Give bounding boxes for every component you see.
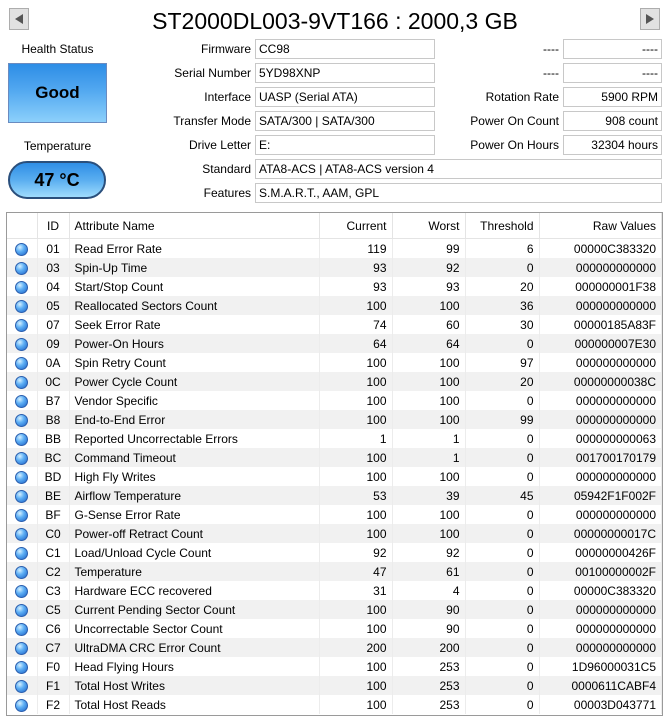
raw-values-column-header[interactable]: Raw Values — [539, 213, 662, 239]
status-cell — [7, 695, 37, 714]
status-cell — [7, 562, 37, 581]
table-row[interactable] — [7, 334, 662, 353]
attribute-name-cell: Power-On Hours — [69, 334, 319, 353]
status-cell — [7, 258, 37, 277]
worst-cell: 100 — [392, 391, 465, 410]
current-cell: 53 — [319, 486, 392, 505]
table-row[interactable] — [7, 372, 662, 391]
current-cell: 31 — [319, 581, 392, 600]
interface-field: UASP (Serial ATA) — [255, 87, 435, 107]
threshold-cell: 0 — [465, 258, 539, 277]
threshold-cell: 97 — [465, 353, 539, 372]
table-row[interactable] — [7, 410, 662, 429]
temperature-button[interactable]: 47 °C — [8, 161, 106, 199]
blue-circle-icon — [15, 604, 28, 617]
status-cell — [7, 353, 37, 372]
triangle-right-icon — [645, 13, 655, 25]
unused-field-1: ---- — [563, 39, 662, 59]
raw-value-cell: 001700170179 — [539, 448, 662, 467]
worst-cell: 99 — [392, 239, 465, 259]
threshold-cell: 0 — [465, 657, 539, 676]
power-on-count-field: 908 count — [563, 111, 662, 131]
current-cell: 100 — [319, 391, 392, 410]
table-row[interactable] — [7, 486, 662, 505]
status-cell — [7, 581, 37, 600]
current-cell: 100 — [319, 600, 392, 619]
table-row[interactable] — [7, 296, 662, 315]
blue-circle-icon — [15, 338, 28, 351]
attribute-name-cell: Vendor Specific — [69, 391, 319, 410]
blue-circle-icon — [15, 566, 28, 579]
attribute-name-cell: Current Pending Sector Count — [69, 600, 319, 619]
threshold-cell: 99 — [465, 410, 539, 429]
status-column-header[interactable] — [7, 213, 37, 239]
current-cell: 100 — [319, 619, 392, 638]
id-cell: C7 — [37, 638, 69, 657]
id-cell: BE — [37, 486, 69, 505]
worst-cell: 253 — [392, 657, 465, 676]
raw-value-cell: 000000000000 — [539, 296, 662, 315]
status-cell — [7, 524, 37, 543]
current-cell: 119 — [319, 239, 392, 259]
unused-label-1: ---- — [543, 42, 559, 56]
table-row[interactable] — [7, 429, 662, 448]
raw-value-cell: 000000000000 — [539, 258, 662, 277]
threshold-cell: 0 — [465, 334, 539, 353]
id-cell: 07 — [37, 315, 69, 334]
blue-circle-icon — [15, 300, 28, 313]
attribute-name-cell: Command Timeout — [69, 448, 319, 467]
blue-circle-icon — [15, 680, 28, 693]
current-cell: 100 — [319, 353, 392, 372]
blue-circle-icon — [15, 357, 28, 370]
worst-cell: 253 — [392, 676, 465, 695]
worst-cell: 90 — [392, 600, 465, 619]
drive-letter-field: E: — [255, 135, 435, 155]
raw-value-cell: 00000185A83F — [539, 315, 662, 334]
threshold-cell: 0 — [465, 467, 539, 486]
standard-label: Standard — [202, 162, 251, 176]
raw-value-cell: 000000000000 — [539, 410, 662, 429]
threshold-cell: 6 — [465, 239, 539, 259]
worst-cell: 100 — [392, 296, 465, 315]
id-cell: C3 — [37, 581, 69, 600]
blue-circle-icon — [15, 376, 28, 389]
current-cell: 93 — [319, 277, 392, 296]
status-cell — [7, 657, 37, 676]
current-cell: 100 — [319, 296, 392, 315]
worst-cell: 1 — [392, 429, 465, 448]
status-cell — [7, 486, 37, 505]
threshold-cell: 0 — [465, 676, 539, 695]
status-cell — [7, 676, 37, 695]
id-cell: BF — [37, 505, 69, 524]
current-cell: 100 — [319, 657, 392, 676]
threshold-cell: 0 — [465, 429, 539, 448]
current-cell: 64 — [319, 334, 392, 353]
raw-value-cell: 0000611CABF4 — [539, 676, 662, 695]
table-row[interactable] — [7, 638, 662, 657]
worst-cell: 92 — [392, 543, 465, 562]
table-row[interactable] — [7, 467, 662, 486]
id-cell: F1 — [37, 676, 69, 695]
raw-value-cell: 00003D043771 — [539, 695, 662, 714]
threshold-cell: 20 — [465, 277, 539, 296]
threshold-cell: 0 — [465, 695, 539, 714]
status-cell — [7, 505, 37, 524]
attribute-name-cell: Uncorrectable Sector Count — [69, 619, 319, 638]
status-cell — [7, 619, 37, 638]
raw-value-cell: 000000000000 — [539, 600, 662, 619]
attribute-name-cell: Start/Stop Count — [69, 277, 319, 296]
table-row[interactable] — [7, 391, 662, 410]
id-column-header[interactable]: ID — [37, 213, 69, 239]
blue-circle-icon — [15, 642, 28, 655]
raw-value-cell: 000000000000 — [539, 391, 662, 410]
blue-circle-icon — [15, 585, 28, 598]
id-cell: F2 — [37, 695, 69, 714]
status-cell — [7, 543, 37, 562]
serial-number-field: 5YD98XNP — [255, 63, 435, 83]
health-status-label: Health Status — [21, 42, 94, 56]
status-cell — [7, 334, 37, 353]
transfer-mode-label: Transfer Mode — [173, 114, 251, 128]
current-cell: 100 — [319, 448, 392, 467]
serial-number-label: Serial Number — [174, 66, 251, 80]
current-column-header[interactable]: Current — [319, 213, 392, 239]
table-row[interactable] — [7, 676, 662, 695]
status-cell — [7, 467, 37, 486]
threshold-cell: 30 — [465, 315, 539, 334]
raw-value-cell: 000000000000 — [539, 638, 662, 657]
threshold-cell: 0 — [465, 562, 539, 581]
attribute-name-cell: Total Host Writes — [69, 676, 319, 695]
next-disk-button[interactable] — [640, 8, 660, 30]
threshold-cell: 0 — [465, 543, 539, 562]
status-cell — [7, 277, 37, 296]
current-cell: 47 — [319, 562, 392, 581]
attribute-name-cell: Power Cycle Count — [69, 372, 319, 391]
raw-value-cell: 000000000000 — [539, 353, 662, 372]
worst-cell: 60 — [392, 315, 465, 334]
smart-attributes-table[interactable] — [6, 212, 663, 716]
raw-value-cell: 05942F1F002F — [539, 486, 662, 505]
table-row[interactable] — [7, 258, 662, 277]
blue-circle-icon — [15, 414, 28, 427]
attribute-name-cell: Total Host Reads — [69, 695, 319, 714]
threshold-cell: 0 — [465, 505, 539, 524]
raw-value-cell: 00000000426F — [539, 543, 662, 562]
id-cell: 04 — [37, 277, 69, 296]
worst-cell: 100 — [392, 467, 465, 486]
raw-value-cell: 000000000000 — [539, 467, 662, 486]
worst-cell: 100 — [392, 505, 465, 524]
worst-cell: 1 — [392, 448, 465, 467]
worst-cell: 61 — [392, 562, 465, 581]
attribute-name-column-header[interactable]: Attribute Name — [69, 213, 319, 239]
id-cell: F0 — [37, 657, 69, 676]
attribute-name-cell: Reallocated Sectors Count — [69, 296, 319, 315]
worst-cell: 100 — [392, 372, 465, 391]
table-header-row — [7, 213, 662, 239]
raw-value-cell: 000000000000 — [539, 505, 662, 524]
status-cell — [7, 600, 37, 619]
rotation-rate-field: 5900 RPM — [563, 87, 662, 107]
raw-value-cell: 000000000000 — [539, 619, 662, 638]
raw-value-cell: 00000C383320 — [539, 239, 662, 259]
threshold-cell: 20 — [465, 372, 539, 391]
worst-cell: 39 — [392, 486, 465, 505]
table-row[interactable] — [7, 657, 662, 676]
status-cell — [7, 410, 37, 429]
current-cell: 100 — [319, 676, 392, 695]
worst-cell: 200 — [392, 638, 465, 657]
status-cell — [7, 315, 37, 334]
attribute-name-cell: Temperature — [69, 562, 319, 581]
attribute-name-cell: High Fly Writes — [69, 467, 319, 486]
blue-circle-icon — [15, 319, 28, 332]
attribute-name-cell: Load/Unload Cycle Count — [69, 543, 319, 562]
blue-circle-icon — [15, 509, 28, 522]
worst-cell: 90 — [392, 619, 465, 638]
attribute-name-cell: G-Sense Error Rate — [69, 505, 319, 524]
blue-circle-icon — [15, 623, 28, 636]
blue-circle-icon — [15, 395, 28, 408]
attribute-name-cell: Spin-Up Time — [69, 258, 319, 277]
id-cell: 0A — [37, 353, 69, 372]
current-cell: 100 — [319, 695, 392, 714]
threshold-cell: 0 — [465, 524, 539, 543]
attribute-name-cell: Reported Uncorrectable Errors — [69, 429, 319, 448]
power-on-count-label: Power On Count — [470, 114, 559, 128]
id-cell: 0C — [37, 372, 69, 391]
attribute-name-cell: UltraDMA CRC Error Count — [69, 638, 319, 657]
worst-cell: 100 — [392, 524, 465, 543]
blue-circle-icon — [15, 262, 28, 275]
worst-cell: 253 — [392, 695, 465, 714]
status-cell — [7, 448, 37, 467]
status-cell — [7, 372, 37, 391]
id-cell: 01 — [37, 239, 69, 259]
threshold-cell: 36 — [465, 296, 539, 315]
id-cell: B7 — [37, 391, 69, 410]
raw-value-cell: 000000001F38 — [539, 277, 662, 296]
raw-value-cell: 00000000038C — [539, 372, 662, 391]
unused-field-2: ---- — [563, 63, 662, 83]
blue-circle-icon — [15, 281, 28, 294]
worst-column-header[interactable]: Worst — [392, 213, 465, 239]
id-cell: C1 — [37, 543, 69, 562]
table-row[interactable] — [7, 505, 662, 524]
blue-circle-icon — [15, 661, 28, 674]
id-cell: BB — [37, 429, 69, 448]
transfer-mode-field: SATA/300 | SATA/300 — [255, 111, 435, 131]
table-row[interactable] — [7, 581, 662, 600]
table-row[interactable] — [7, 600, 662, 619]
threshold-cell: 0 — [465, 391, 539, 410]
table-row[interactable] — [7, 543, 662, 562]
health-status-button[interactable]: Good — [8, 63, 107, 123]
table-row[interactable] — [7, 353, 662, 372]
blue-circle-icon — [15, 452, 28, 465]
table-row[interactable] — [7, 695, 662, 714]
table-row[interactable] — [7, 315, 662, 334]
attribute-name-cell: Hardware ECC recovered — [69, 581, 319, 600]
raw-value-cell: 00100000002F — [539, 562, 662, 581]
table-row[interactable] — [7, 277, 662, 296]
blue-circle-icon — [15, 243, 28, 256]
blue-circle-icon — [15, 490, 28, 503]
attribute-name-cell: Airflow Temperature — [69, 486, 319, 505]
rotation-rate-label: Rotation Rate — [485, 90, 559, 104]
raw-value-cell: 000000007E30 — [539, 334, 662, 353]
previous-disk-button[interactable] — [9, 8, 29, 30]
id-cell: 05 — [37, 296, 69, 315]
raw-value-cell: 00000C383320 — [539, 581, 662, 600]
raw-value-cell: 000000000063 — [539, 429, 662, 448]
interface-label: Interface — [204, 90, 251, 104]
blue-circle-icon — [15, 528, 28, 541]
blue-circle-icon — [15, 433, 28, 446]
worst-cell: 93 — [392, 277, 465, 296]
current-cell: 92 — [319, 543, 392, 562]
attribute-name-cell: Spin Retry Count — [69, 353, 319, 372]
unused-label-2: ---- — [543, 66, 559, 80]
current-cell: 200 — [319, 638, 392, 657]
status-cell — [7, 429, 37, 448]
features-field: S.M.A.R.T., AAM, GPL — [255, 183, 662, 203]
firmware-field: CC98 — [255, 39, 435, 59]
threshold-cell: 0 — [465, 638, 539, 657]
attribute-name-cell: End-to-End Error — [69, 410, 319, 429]
blue-circle-icon — [15, 547, 28, 560]
current-cell: 100 — [319, 467, 392, 486]
current-cell: 100 — [319, 505, 392, 524]
table-row[interactable] — [7, 448, 662, 467]
threshold-cell: 45 — [465, 486, 539, 505]
threshold-cell: 0 — [465, 600, 539, 619]
features-label: Features — [203, 186, 251, 200]
attribute-name-cell: Seek Error Rate — [69, 315, 319, 334]
power-on-hours-field: 32304 hours — [563, 135, 662, 155]
attribute-name-cell: Power-off Retract Count — [69, 524, 319, 543]
worst-cell: 64 — [392, 334, 465, 353]
blue-circle-icon — [15, 699, 28, 712]
table-row[interactable] — [7, 562, 662, 581]
id-cell: C6 — [37, 619, 69, 638]
status-cell — [7, 239, 37, 259]
threshold-cell: 0 — [465, 581, 539, 600]
id-cell: 09 — [37, 334, 69, 353]
id-cell: BC — [37, 448, 69, 467]
standard-field: ATA8-ACS | ATA8-ACS version 4 — [255, 159, 662, 179]
attribute-name-cell: Head Flying Hours — [69, 657, 319, 676]
status-cell — [7, 391, 37, 410]
triangle-left-icon — [14, 13, 24, 25]
current-cell: 100 — [319, 524, 392, 543]
id-cell: B8 — [37, 410, 69, 429]
raw-value-cell: 1D96000031C5 — [539, 657, 662, 676]
table-row[interactable] — [7, 619, 662, 638]
current-cell: 100 — [319, 410, 392, 429]
id-cell: C2 — [37, 562, 69, 581]
current-cell: 93 — [319, 258, 392, 277]
blue-circle-icon — [15, 471, 28, 484]
id-cell: BD — [37, 467, 69, 486]
worst-cell: 100 — [392, 353, 465, 372]
disk-title: ST2000DL003-9VT166 : 2000,3 GB — [152, 8, 518, 34]
threshold-cell: 0 — [465, 448, 539, 467]
temperature-label: Temperature — [23, 139, 92, 153]
threshold-cell: 0 — [465, 619, 539, 638]
status-cell — [7, 296, 37, 315]
worst-cell: 92 — [392, 258, 465, 277]
threshold-column-header[interactable]: Threshold — [465, 213, 539, 239]
current-cell: 100 — [319, 372, 392, 391]
power-on-hours-label: Power On Hours — [470, 138, 559, 152]
firmware-label: Firmware — [201, 42, 251, 56]
id-cell: C0 — [37, 524, 69, 543]
id-cell: 03 — [37, 258, 69, 277]
current-cell: 74 — [319, 315, 392, 334]
raw-value-cell: 00000000017C — [539, 524, 662, 543]
id-cell: C5 — [37, 600, 69, 619]
status-cell — [7, 638, 37, 657]
table-row[interactable] — [7, 239, 662, 259]
table-row[interactable] — [7, 524, 662, 543]
attribute-name-cell: Read Error Rate — [69, 239, 319, 259]
worst-cell: 4 — [392, 581, 465, 600]
current-cell: 1 — [319, 429, 392, 448]
drive-letter-label: Drive Letter — [188, 138, 251, 152]
worst-cell: 100 — [392, 410, 465, 429]
